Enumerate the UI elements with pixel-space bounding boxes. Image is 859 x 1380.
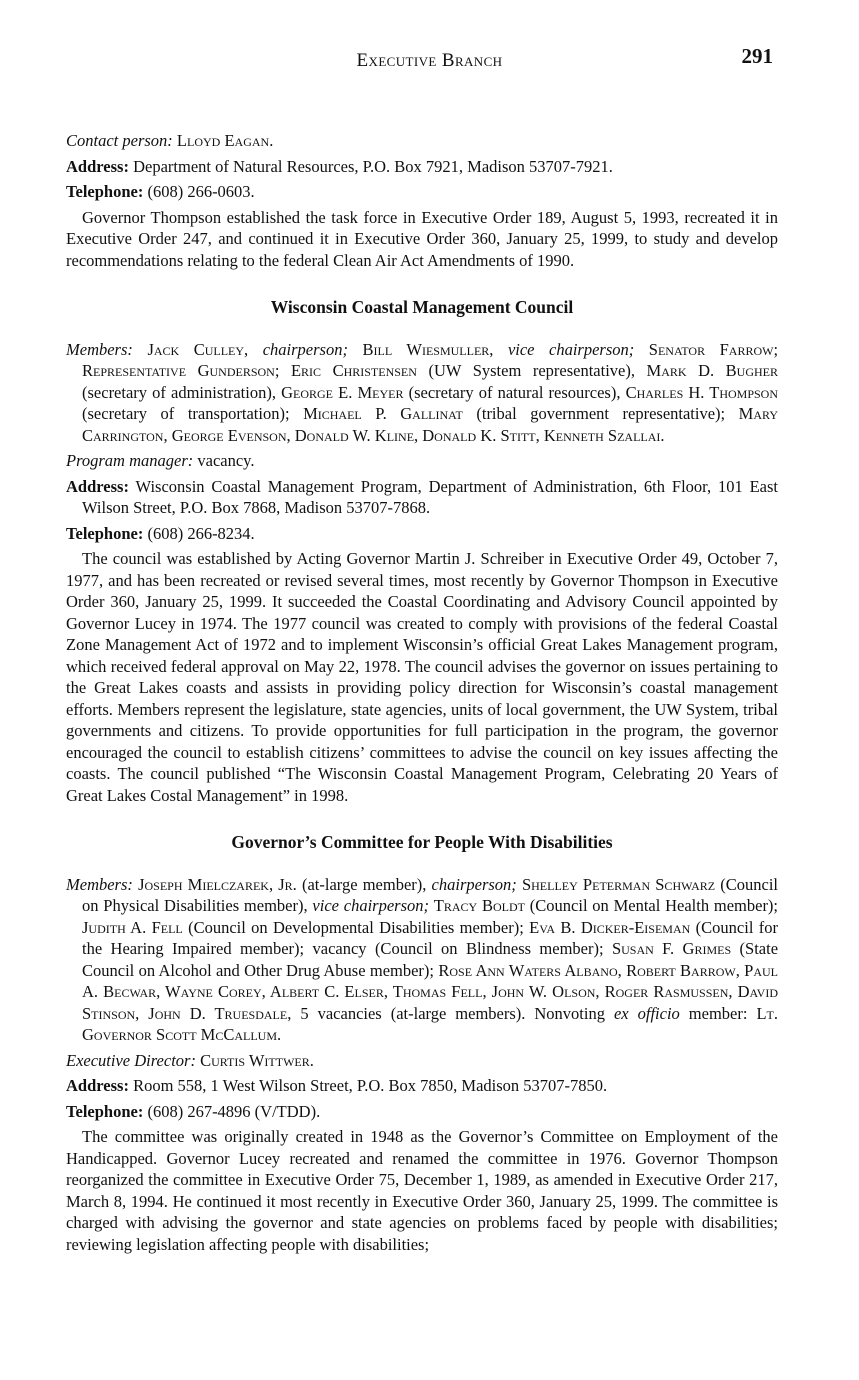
executive-director-label: Executive Director: — [66, 1050, 196, 1070]
page-header — [0, 44, 859, 78]
member-name: Charles H. Thompson — [625, 382, 778, 402]
member-name: Bill Wiesmuller, — [362, 339, 494, 359]
coastal-council-heading: Wisconsin Coastal Management Council — [270, 297, 574, 317]
address-label: Address: — [66, 156, 129, 176]
member-desc: (tribal government representative); — [476, 404, 726, 423]
address-value: Wisconsin Coastal Management Program, Department of Administration, 6th Floor, 101 East Wilson Street, P.O. Box 7868, Madison 53707-7868. — [82, 476, 778, 517]
member-name: Susan F. Grimes — [611, 939, 732, 958]
executive-director-name: Curtis Wittwer. — [200, 1050, 314, 1070]
member-name: Eva B. Dicker-Eiseman — [529, 917, 691, 937]
coastal-members — [66, 339, 778, 447]
member-name: Joseph Mielczarek, Jr. — [138, 874, 297, 894]
ex-officio-label: ex officio — [613, 1003, 680, 1023]
contact-line — [66, 130, 778, 152]
telephone-value: (608) 266-8234. — [147, 523, 255, 543]
address-label: Address: — [66, 1076, 129, 1095]
member-name: Jack Culley, — [147, 339, 249, 359]
program-manager-line — [66, 450, 778, 472]
disabilities-committee-heading: Governor’s Committee for People With Disabilities — [231, 832, 613, 852]
program-manager-value: vacancy. — [197, 451, 255, 470]
member-desc: (secretary of administration), — [82, 382, 276, 402]
member-desc: (secretary of natural resources), — [408, 382, 621, 402]
contact-label: Contact person: — [66, 131, 173, 150]
telephone-label: Telephone: — [66, 182, 144, 201]
telephone-value: (608) 266-0603. — [147, 182, 255, 201]
member-name: George E. Meyer — [281, 382, 404, 402]
address-value: Department of Natural Resources, P.O. Box 7921, Madison 53707-7921. — [133, 156, 613, 176]
member-desc: (State Council on Alcohol and Other Drug Abuse member); — [82, 939, 779, 980]
telephone-line — [66, 1101, 778, 1123]
contact-name: Lloyd Eagan. — [176, 131, 274, 150]
member-role: chairperson; — [262, 339, 348, 359]
task-force-description: Governor Thompson established the task force in Executive Order 189, August 5, 1993, recreated it in Executive Order 247, and continued it in Executive Order 360, January 25, 1999, to study and develop recommendations relating to the federal Clean Air Act Amendments of 1990. — [66, 207, 778, 270]
running-head: Executive Branch — [356, 50, 503, 71]
member-desc: (Council on Developmental Disabilities member); — [188, 917, 524, 937]
member-desc: member: — [688, 1003, 748, 1023]
member-desc: (Council for the Hearing Impaired member); vacancy (Council on Blindness member); — [82, 917, 778, 958]
page-content — [66, 130, 778, 1261]
telephone-line — [66, 523, 778, 545]
member-name: Judith A. Fell — [82, 917, 183, 937]
member-name: Shelley Peterman Schwarz — [521, 874, 716, 894]
disabilities-members — [66, 874, 778, 1046]
address-line — [66, 1075, 778, 1097]
address-line — [66, 156, 778, 178]
members-label: Members: — [66, 339, 133, 359]
member-names: Mary Carrington, George Evenson, Donald W. Kline, Donald K. Stitt, Kenneth Szallai. — [82, 404, 779, 445]
member-desc: (Council on Mental Health member); — [529, 896, 779, 915]
member-desc: (at-large member), — [301, 874, 427, 894]
disabilities-committee-description: The committee was originally created in 1948 as the Governor’s Committee on Employment of the Handicapped. Governor Lucey recreated and renamed the committee in 1976. Governor Thompson reorganized the committee in Executive Order 75, December 1, 1989, as amended in Executive Order 217, March 8, 1994. He continued it most recently in Executive Order 360, January 25, 1999. The committee is charged with advising the governor and state agencies on problems faced by people with disabilities; reviewing legislation affecting people with disabilities; — [66, 1127, 778, 1254]
program-manager-label: Program manager: — [66, 451, 194, 470]
member-name: Michael P. Gallinat — [303, 404, 463, 423]
member-desc: 5 vacancies (at-large members). Nonvoting — [300, 1003, 605, 1023]
member-name: Mark D. Bugher — [646, 361, 779, 380]
member-names: Rose Ann Waters Albano, Robert Barrow, Paul A. Becwar, Wayne Corey, Albert C. Elser, Thomas Fell, John W. Olson, Roger Rasmussen, David Stinson, John D. Truesdale, — [82, 960, 779, 1023]
member-names: Senator Farrow; Representative Gunderson; Eric Christensen — [82, 339, 779, 380]
executive-director-line — [66, 1050, 778, 1072]
member-role: chairperson; — [431, 874, 517, 894]
telephone-value: (608) 267-4896 (V/TDD). — [147, 1101, 321, 1121]
member-desc: (secretary of transportation); — [82, 404, 290, 423]
member-name: Lt. Governor Scott McCallum. — [82, 1003, 778, 1044]
members-label: Members: — [66, 874, 133, 894]
member-name: Tracy Boldt — [433, 896, 525, 915]
telephone-label: Telephone: — [66, 523, 144, 543]
member-role: vice chairperson; — [507, 339, 635, 359]
address-label: Address: — [66, 476, 129, 496]
member-desc: (UW System representative), — [428, 361, 635, 380]
address-value: Room 558, 1 West Wilson Street, P.O. Box 7850, Madison 53707-7850. — [133, 1076, 608, 1095]
page-number: 291 — [741, 44, 773, 68]
telephone-label: Telephone: — [66, 1101, 144, 1121]
telephone-line — [66, 181, 778, 203]
coastal-council-description: The council was established by Acting Governor Martin J. Schreiber in Executive Order 49, October 7, 1977, and has been recreated or revised several times, most recently by Governor Thompson in Executive Order 360, January 25, 1999. It succeeded the Coastal Coordinating and Advisory Council appointed by Governor Lucey in 1974. The 1977 council was created to comply with provisions of the federal Coastal Zone Management Act of 1972 and to implement Wisconsin’s official Great Lakes Management program, which received federal approval on May 22, 1978. The council advises the governor on issues pertaining to the Great Lakes coasts and assists in providing policy direction for Wisconsin’s coastal management efforts. Members represent the legislature, state agencies, units of local government, the UW System, tribal governments and citizens. To provide opportunities for full participation in the program, the governor encouraged the council to establish citizens’ committees to advise the council on key issues affecting the coasts. The council published “The Wisconsin Coastal Management Program, Celebrating 20 Years of Great Lakes Costal Management” in 1998. — [66, 549, 778, 805]
member-desc: (Council on Physical Disabilities member), — [82, 874, 779, 915]
address-line — [66, 476, 778, 519]
member-role: vice chairperson; — [312, 896, 429, 915]
